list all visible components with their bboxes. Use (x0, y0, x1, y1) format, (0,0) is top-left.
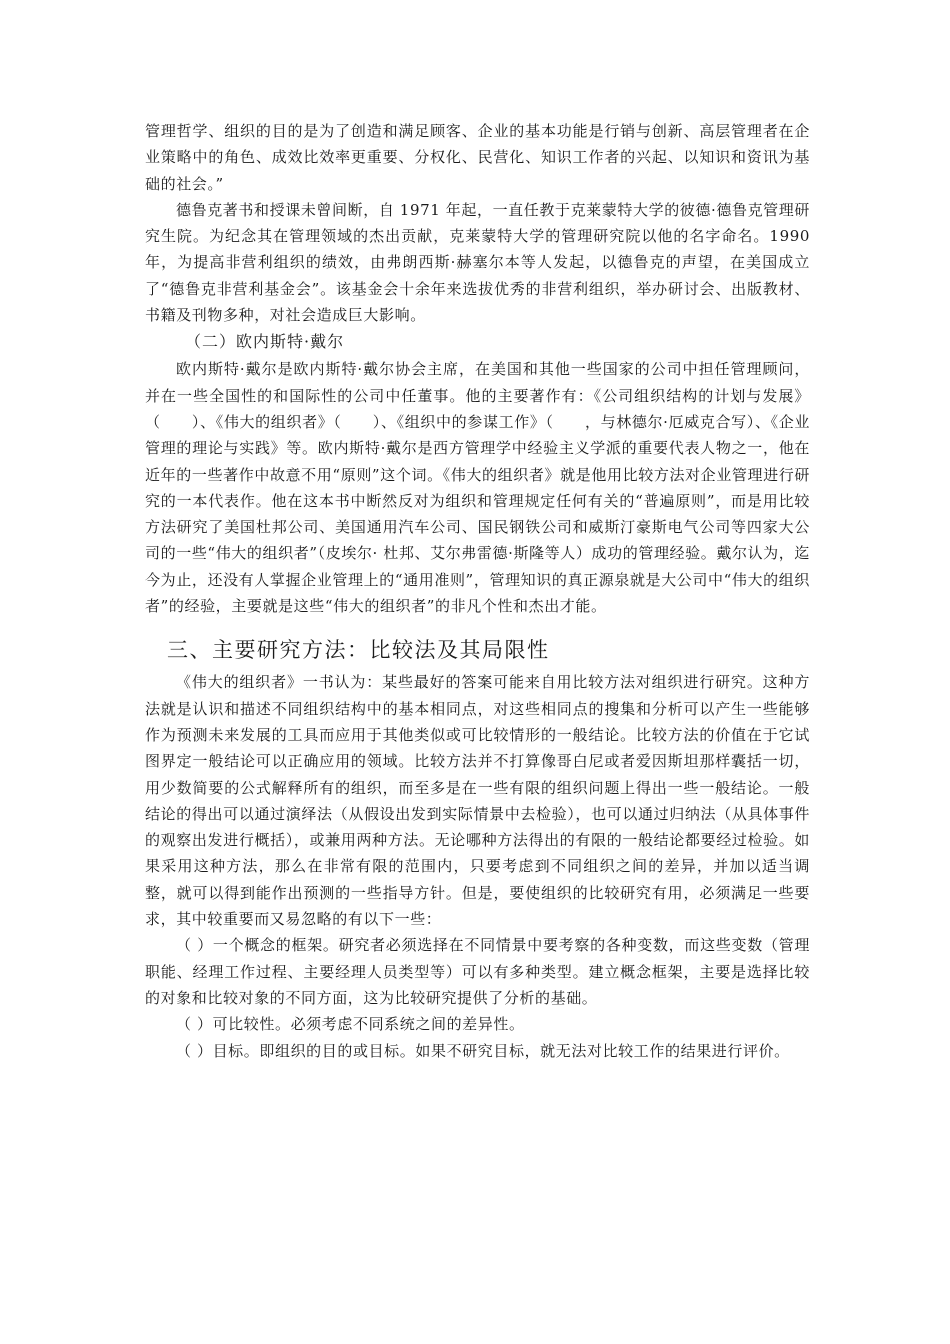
list-item-paragraph: （ ）目标。即组织的目的或目标。如果不研究目标，就无法对比较工作的结果进行评价。 (176, 1041, 790, 1060)
list-item-paragraph: （ ）可比较性。必须考虑不同系统之间的差异性。 (176, 1015, 525, 1034)
section-heading: 三、主要研究方法：比较法及其局限性 (167, 638, 550, 663)
body-paragraph: 德鲁克著书和授课未曾间断，自 1971 年起，一直任教于克莱蒙特大学的彼德·德鲁克管理研究生院。为纪念其在管理领域的杰出贡献，克莱蒙特大学的管理研究院以他的名字命名。1990 年，为提高非营利组织的绩效，由弗朗西斯·赫塞尔本等人发起，以德鲁克的声望，在美国成立了“德鲁克非营利基金会”。该基金会十余年来选拔优秀的非营利组织，举办研讨会、出版教材、书籍及刊物多种，对社会造成巨大影响。 (145, 200, 810, 325)
list-item-paragraph: （ ）一个概念的框架。研究者必须选择在不同情景中要考察的各种变数，而这些变数（管理职能、经理工作过程、主要经理人员类型等）可以有多种类型。建立概念框架，主要是选择比较的对象和比较对象的不同方面，这为比较研究提供了分析的基础。 (145, 936, 810, 1007)
body-paragraph: 欧内斯特·戴尔是欧内斯特·戴尔协会主席，在美国和其他一些国家的公司中担任管理顾问，并在一些全国性的和国际性的公司中任董事。他的主要著作有：《公司组织结构的计划与发展》（ ）、《伟大的组织者》（ ）、《组织中的参谋工作》（ ，与林德尔·厄威克合写）、《企业管理的理论与实践》等。欧内斯特·戴尔是西方管理学中经验主义学派的重要代表人物之一，他在近年的一些著作中故意不用“原则”这个词。《伟大的组织者》就是他用比较方法对企业管理进行研究的一本代表作。他在这本书中断然反对为组织和管理规定任何有关的“普遍原则”，而是用比较方法研究了美国杜邦公司、美国通用汽车公司、国民钢铁公司和威斯汀豪斯电气公司等四家大公司的一些“伟大的组织者”（皮埃尔· 杜邦、艾尔弗雷德·斯隆等人）成功的管理经验。戴尔认为，迄今为止，还没有人掌握企业管理上的“通用准则”，管理知识的真正源泉就是大公司中“伟大的组织者”的经验，主要就是这些“伟大的组织者”的非凡个性和杰出才能。 (145, 360, 810, 616)
document-page (145, 118, 810, 1064)
subsection-heading: （二）欧内斯特·戴尔 (185, 332, 345, 352)
body-paragraph: 《伟大的组织者》一书认为：某些最好的答案可能来自用比较方法对组织进行研究。这种方法就是认识和描述不同组织结构中的基本相同点，对这些相同点的搜集和分析可以产生一些能够作为预测未来发展的工具而应用于其他类似或可比较情形的一般结论。比较方法的价值在于它试图界定一般结论可以正确应用的领域。比较方法并不打算像哥白尼或者爱因斯坦那样囊括一切，用少数简要的公式解释所有的组织，而至多是在一些有限的组织问题上得出一些一般结论。一般结论的得出可以通过演绎法（从假设出发到实际情景中去检验），也可以通过归纳法（从具体事件的观察出发进行概括），或兼用两种方法。无论哪种方法得出的有限的一般结论都要经过检验。如果采用这种方法，那么在非常有限的范围内，只要考虑到不同组织之间的差异，并加以适当调整，就可以得到能作出预测的一些指导方针。但是，要使组织的比较研究有用，必须满足一些要求，其中较重要而又易忽略的有以下一些： (145, 673, 810, 929)
body-paragraph: 管理哲学、组织的目的是为了创造和满足顾客、企业的基本功能是行销与创新、高层管理者在企业策略中的角色、成效比效率更重要、分权化、民营化、知识工作者的兴起、以知识和资讯为基础的社会。” (145, 122, 810, 193)
